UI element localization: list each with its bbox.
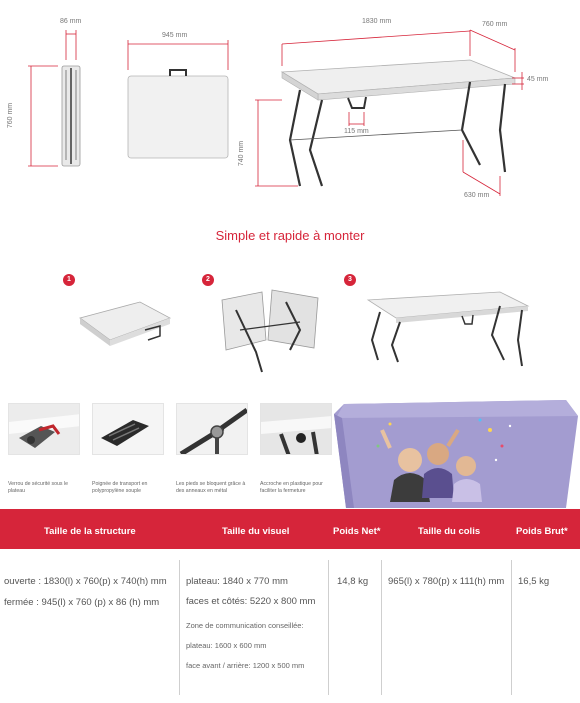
detail-photo-legs (176, 403, 248, 455)
header-structure-size: Taille de la structure (44, 526, 136, 537)
column-separator (328, 560, 329, 695)
step-badge-2: 2 (202, 274, 214, 286)
section-subtitle: Simple et rapide à monter (215, 228, 365, 243)
step-3-open-table (368, 292, 528, 366)
dimension-drawings (0, 0, 580, 215)
dim-thickness: 86 mm (60, 18, 82, 25)
visual-top: plateau: 1840 x 770 mm (186, 576, 288, 587)
zone-front: face avant / arrière: 1200 x 500 mm (186, 661, 305, 670)
step-badge-1: 1 (63, 274, 75, 286)
detail-caption-lock: Verrou de sécurité sous le plateau (8, 481, 68, 494)
structure-open: ouverte : 1830(l) x 760(p) x 740(h) mm (4, 576, 167, 587)
dim-folded-width: 945 mm (162, 32, 188, 39)
dim-height-folded: 760 mm (7, 102, 15, 129)
dim-height: 740 mm (238, 140, 246, 167)
step-2-unfolding-table (222, 290, 318, 372)
header-visual-size: Taille du visuel (222, 526, 290, 537)
step-1-folded-table (80, 302, 170, 346)
covered-table-photo (330, 390, 580, 512)
gross-weight: 16,5 kg (518, 576, 550, 587)
structure-closed: fermée : 945(l) x 760 (p) x 86 (h) mm (4, 597, 160, 608)
detail-caption-hook: Accroche en plastique pour faciliter la fermeture (260, 481, 323, 494)
package-size: 965(l) x 780(p) x 111(h) mm (388, 576, 505, 587)
detail-caption-handle: Poignée de transport en polypropylène souple (92, 481, 148, 494)
net-weight: 14,8 kg (337, 576, 369, 587)
dim-depth: 760 mm (482, 21, 508, 28)
dim-length: 1830 mm (362, 18, 392, 25)
step-badge-3: 3 (344, 274, 356, 286)
dim-handle: 115 mm (344, 128, 369, 135)
column-separator (511, 560, 512, 695)
detail-caption-legs: Les pieds se bloquent grâce à des anneaux en métal (176, 481, 246, 494)
assembly-steps (0, 280, 580, 380)
dim-top-thickness: 45 mm (527, 76, 549, 83)
folded-side-view (28, 30, 80, 166)
visual-faces: faces et côtés: 5220 x 800 mm (186, 596, 316, 607)
detail-photo-hook (260, 403, 332, 455)
detail-photo-handle (92, 403, 164, 455)
column-separator (179, 560, 180, 695)
dim-leg-span: 630 mm (464, 192, 490, 199)
detail-photo-lock (8, 403, 80, 455)
folded-top-view (128, 40, 228, 158)
header-net-weight: Poids Net* (333, 526, 381, 537)
zone-top: plateau: 1600 x 600 mm (186, 641, 267, 650)
header-gross-weight: Poids Brut* (516, 526, 568, 537)
column-separator (381, 560, 382, 695)
open-table-view (255, 30, 524, 196)
zone-title: Zone de communication conseillée: (186, 621, 304, 630)
header-package-size: Taille du colis (418, 526, 481, 537)
